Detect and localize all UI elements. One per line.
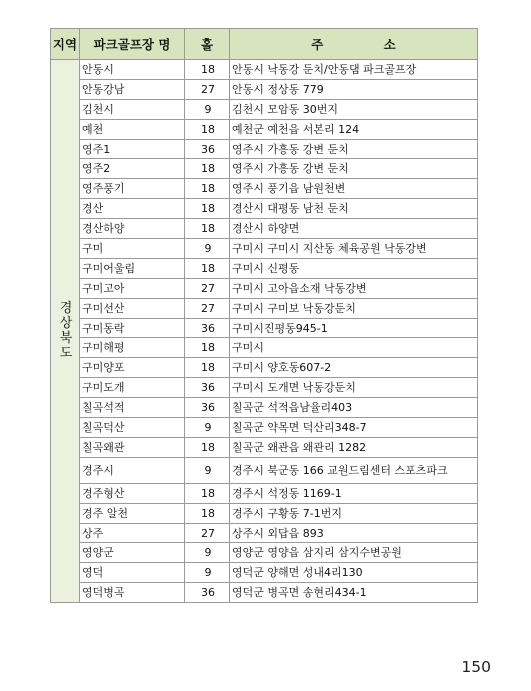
course-name-cell: 구미고아	[80, 278, 185, 298]
holes-cell: 27	[185, 298, 230, 318]
holes-cell: 18	[185, 119, 230, 139]
region-char: 상	[59, 316, 73, 332]
course-name-cell: 구미동락	[80, 318, 185, 338]
course-name-cell: 영덕병곡	[80, 583, 185, 603]
address-cell: 경주시 석정동 1169-1	[230, 483, 478, 503]
holes-cell: 36	[185, 398, 230, 418]
table-row	[51, 278, 478, 298]
holes-cell: 18	[185, 358, 230, 378]
course-name-cell: 구미해평	[80, 338, 185, 358]
page-number: 150	[461, 658, 491, 676]
holes-cell: 18	[185, 483, 230, 503]
table-row	[51, 60, 478, 80]
holes-cell: 18	[185, 179, 230, 199]
table-row	[51, 99, 478, 119]
address-cell: 칠곡군 약목면 덕산리348-7	[230, 418, 478, 438]
address-cell: 김천시 모암동 30번지	[230, 99, 478, 119]
table-row	[51, 239, 478, 259]
course-name-cell: 구미선산	[80, 298, 185, 318]
table-row	[51, 437, 478, 457]
holes-cell: 18	[185, 258, 230, 278]
holes-cell: 27	[185, 79, 230, 99]
course-name-cell: 경산	[80, 199, 185, 219]
holes-cell: 18	[185, 338, 230, 358]
table-row	[51, 119, 478, 139]
holes-cell: 36	[185, 378, 230, 398]
course-name-cell: 영주1	[80, 139, 185, 159]
address-cell: 영주시 풍기읍 남원천변	[230, 179, 478, 199]
course-name-cell: 구미	[80, 239, 185, 259]
table-row	[51, 79, 478, 99]
course-name-cell: 영덕	[80, 563, 185, 583]
address-cell: 칠곡군 왜관읍 왜관리 1282	[230, 437, 478, 457]
holes-cell: 9	[185, 99, 230, 119]
region-char: 도	[59, 346, 73, 362]
course-name-cell: 경주형산	[80, 483, 185, 503]
address-cell: 상주시 외답읍 893	[230, 523, 478, 543]
table-row	[51, 483, 478, 503]
course-name-cell: 칠곡왜관	[80, 437, 185, 457]
table-row	[51, 139, 478, 159]
table-row	[51, 318, 478, 338]
course-name-cell: 경산하양	[80, 219, 185, 239]
region-char: 경	[59, 301, 73, 317]
holes-cell: 36	[185, 139, 230, 159]
address-cell: 경산시 하양면	[230, 219, 478, 239]
table-row	[51, 219, 478, 239]
holes-cell: 9	[185, 239, 230, 259]
holes-cell: 27	[185, 523, 230, 543]
address-cell: 영양군 영양읍 삼지리 삼지수변공원	[230, 543, 478, 563]
address-cell: 경산시 대평동 남천 둔치	[230, 199, 478, 219]
region-cell	[51, 60, 80, 603]
address-cell: 안동시 정상동 779	[230, 79, 478, 99]
table-row	[51, 563, 478, 583]
header-holes: 홀	[185, 29, 230, 60]
header-region: 지역	[51, 29, 80, 60]
course-name-cell: 예천	[80, 119, 185, 139]
address-cell: 영주시 가흥동 강변 둔치	[230, 139, 478, 159]
header-course-name: 파크골프장 명	[80, 29, 185, 60]
region-char: 북	[59, 331, 73, 347]
holes-cell: 18	[185, 159, 230, 179]
address-cell: 구미시	[230, 338, 478, 358]
table-row	[51, 523, 478, 543]
holes-cell: 9	[185, 457, 230, 483]
course-name-cell: 구미어울림	[80, 258, 185, 278]
course-name-cell: 칠곡석적	[80, 398, 185, 418]
table-row	[51, 418, 478, 438]
course-name-cell: 김천시	[80, 99, 185, 119]
course-name-cell: 구미도개	[80, 378, 185, 398]
table-row	[51, 457, 478, 483]
table-row	[51, 159, 478, 179]
course-name-cell: 영주풍기	[80, 179, 185, 199]
table-row	[51, 179, 478, 199]
table-row	[51, 358, 478, 378]
address-cell: 구미시 고아읍소재 낙동강변	[230, 278, 478, 298]
address-cell: 경주시 북군동 166 교원드림센터 스포츠파크	[230, 457, 478, 483]
header-address: 주 소	[230, 29, 478, 60]
holes-cell: 18	[185, 60, 230, 80]
address-cell: 영주시 가흥동 강변 둔치	[230, 159, 478, 179]
table-row	[51, 298, 478, 318]
golf-course-table	[50, 28, 478, 603]
holes-cell: 36	[185, 318, 230, 338]
holes-cell: 9	[185, 543, 230, 563]
holes-cell: 9	[185, 563, 230, 583]
header-row	[51, 29, 478, 60]
table-row	[51, 199, 478, 219]
course-name-cell: 칠곡덕산	[80, 418, 185, 438]
table-row	[51, 378, 478, 398]
course-name-cell: 경주시	[80, 457, 185, 483]
table-row	[51, 258, 478, 278]
address-cell: 영덕군 병곡면 송현리434-1	[230, 583, 478, 603]
address-cell: 칠곡군 석적읍남율리403	[230, 398, 478, 418]
course-name-cell: 영양군	[80, 543, 185, 563]
course-name-cell: 영주2	[80, 159, 185, 179]
holes-cell: 18	[185, 503, 230, 523]
course-name-cell: 구미양포	[80, 358, 185, 378]
table-body	[51, 60, 478, 603]
address-cell: 구미시 도개면 낙동강둔치	[230, 378, 478, 398]
holes-cell: 36	[185, 583, 230, 603]
address-cell: 영덕군 양해면 성내4리130	[230, 563, 478, 583]
table-row	[51, 338, 478, 358]
course-name-cell: 경주 알천	[80, 503, 185, 523]
table-row	[51, 503, 478, 523]
address-cell: 구미시 신평동	[230, 258, 478, 278]
address-cell: 예천군 예천읍 서본리 124	[230, 119, 478, 139]
holes-cell: 9	[185, 418, 230, 438]
address-cell: 구미시 양호동607-2	[230, 358, 478, 378]
holes-cell: 18	[185, 199, 230, 219]
course-name-cell: 상주	[80, 523, 185, 543]
address-cell: 구미시 구미보 낙동강둔치	[230, 298, 478, 318]
address-cell: 구미시진평동945-1	[230, 318, 478, 338]
course-name-cell: 안동시	[80, 60, 185, 80]
holes-cell: 27	[185, 278, 230, 298]
table-row	[51, 543, 478, 563]
table-row	[51, 583, 478, 603]
table-row	[51, 398, 478, 418]
course-name-cell: 안동강남	[80, 79, 185, 99]
holes-cell: 18	[185, 437, 230, 457]
holes-cell: 18	[185, 219, 230, 239]
table-header	[51, 29, 478, 60]
address-cell: 경주시 구황동 7-1번지	[230, 503, 478, 523]
address-cell: 구미시 구미시 지산동 체육공원 낙동강변	[230, 239, 478, 259]
address-cell: 안동시 낙동강 둔치/안동댐 파크골프장	[230, 60, 478, 80]
